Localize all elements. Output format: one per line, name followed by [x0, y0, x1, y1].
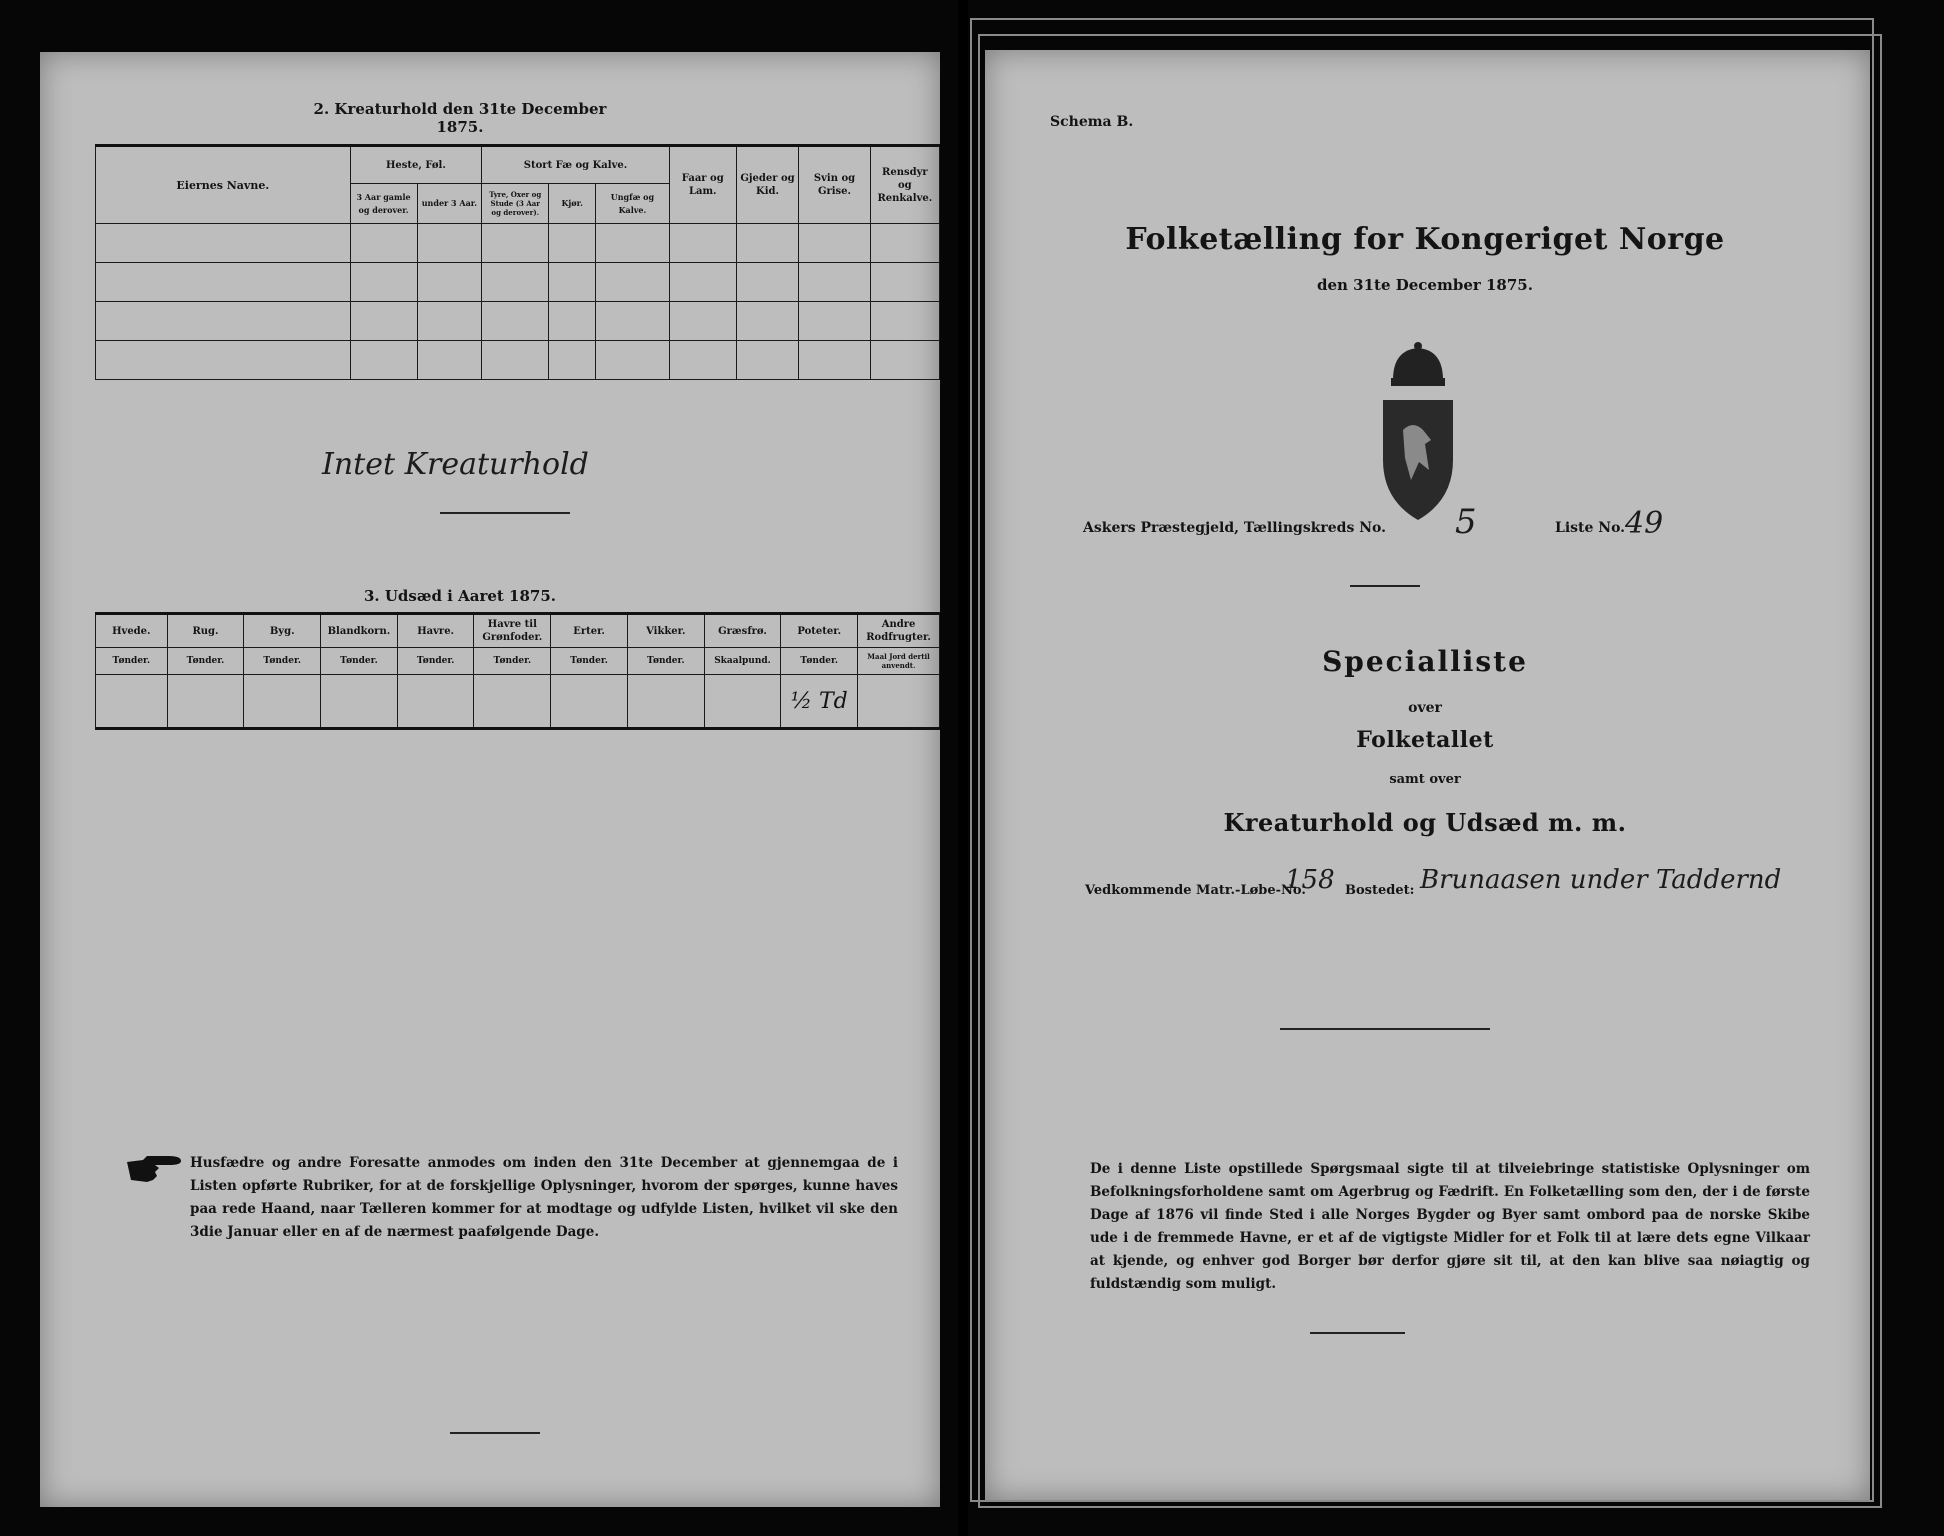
value-cell	[627, 675, 704, 729]
col-barley: Byg.	[244, 614, 321, 648]
divider	[440, 512, 570, 514]
col-reindeer: Rensdyr og Renkalve.	[870, 146, 939, 224]
table-row	[96, 263, 940, 302]
section2-title: 2. Kreaturhold den 31te December 1875.	[313, 100, 607, 136]
value-cell	[474, 675, 551, 729]
unit-cell: Skaalpund.	[704, 648, 781, 675]
col-group-horses: Heste, Føl.	[350, 146, 482, 184]
folketallet-heading: Folketallet	[1356, 727, 1494, 753]
binder-edge	[958, 0, 968, 1536]
unit-cell: Tønder.	[627, 648, 704, 675]
col-wheat: Hvede.	[96, 614, 168, 648]
section3-title: 3. Udsæd i Aaret 1875.	[363, 587, 557, 605]
kreaturhold-heading: Kreaturhold og Udsæd m. m.	[1223, 808, 1627, 837]
right-page	[985, 50, 1870, 1500]
schema-label: Schema B.	[1050, 114, 1134, 130]
value-cell	[858, 675, 940, 729]
value-cell	[397, 675, 474, 729]
unit-cell: Tønder.	[397, 648, 474, 675]
divider	[1310, 1332, 1405, 1334]
census-date: den 31te December 1875.	[1317, 276, 1533, 294]
col-group-cattle: Stort Fæ og Kalve.	[482, 146, 670, 184]
unit-cell: Tønder.	[474, 648, 551, 675]
col-goats: Gjeder og Kid.	[736, 146, 799, 224]
value-cell	[96, 675, 168, 729]
list-label: Liste No.	[1555, 520, 1626, 536]
col-owner-names: Eiernes Navne.	[96, 146, 351, 224]
col-cows: Kjør.	[549, 184, 596, 224]
divider	[1350, 585, 1420, 587]
seed-table	[95, 612, 940, 730]
col-sheep: Faar og Lam.	[669, 146, 736, 224]
col-horses-under3: under 3 Aar.	[417, 184, 482, 224]
bostedet-value: Brunaasen under Taddernd	[1420, 865, 1782, 895]
col-oats: Havre.	[397, 614, 474, 648]
samt-over-text: samt over	[1389, 772, 1461, 787]
specialliste-heading: Specialliste	[1322, 645, 1528, 678]
census-title: Folketælling for Kongeriget Norge	[1125, 222, 1725, 257]
table-row	[96, 224, 940, 263]
col-oats-green: Havre til Grønfoder.	[474, 614, 551, 648]
col-rye: Rug.	[167, 614, 244, 648]
livestock-table	[95, 144, 940, 380]
table-row	[96, 302, 940, 341]
unit-cell: Tønder.	[321, 648, 398, 675]
divider	[450, 1432, 540, 1434]
value-cell	[244, 675, 321, 729]
matr-number: 158	[1285, 865, 1335, 895]
unit-cell: Tønder.	[781, 648, 858, 675]
value-cell	[321, 675, 398, 729]
bostedet-label: Bostedet:	[1345, 883, 1415, 898]
col-young-cattle: Ungfæ og Kalve.	[596, 184, 670, 224]
matr-label: Vedkommende Matr.-Løbe-No.	[1085, 883, 1306, 898]
value-cell-potatoes: ½ Td	[781, 675, 858, 729]
unit-cell: Tønder.	[244, 648, 321, 675]
col-vetch: Vikker.	[627, 614, 704, 648]
col-bulls: Tyre, Oxer og Stude (3 Aar og derover).	[482, 184, 549, 224]
col-mixed-grain: Blandkorn.	[321, 614, 398, 648]
value-cell	[704, 675, 781, 729]
table-row	[96, 341, 940, 380]
col-pigs: Svin og Grise.	[799, 146, 870, 224]
district-label: Askers Præstegjeld, Tællingskreds No.	[1083, 520, 1386, 536]
col-horses-3yr: 3 Aar gamle og derover.	[350, 184, 417, 224]
col-potatoes: Poteter.	[781, 614, 858, 648]
district-number: 5	[1455, 502, 1477, 542]
left-page	[40, 52, 940, 1507]
col-peas: Erter.	[551, 614, 628, 648]
handwritten-no-livestock: Intet Kreaturhold	[322, 447, 589, 482]
col-grass-seed: Græsfrø.	[704, 614, 781, 648]
unit-cell: Tønder.	[551, 648, 628, 675]
notice-text: Husfædre og andre Foresatte anmodes om inden den 31te December at gjennemgaa de i Listen opførte Rubriker, for at de forskjellige Oplysninger, hvorom der spørges, kunne haves paa rede Haand, naar Tælleren kommer for at modtage og udfylde Listen, hvilket vil ske den 3die Januar eller en af de nærmest paafølgende Dage.	[190, 1155, 898, 1240]
divider	[1280, 1028, 1490, 1030]
intro-text: De i denne Liste opstillede Spørgsmaal sigte til at tilveiebringe statistiske Oplysninger om Befolkningsforholdene samt om Agerbrug og Fædrift. En Folketælling som den, der i de første Dage af 1876 vil finde Sted i alle Norges Bygder og Byer samt ombord paa de norske Skibe ude i de fremmede Havne, er et af de vigtigste Midler for et Folk til at lære dets egne Vilkaar at kjende, og enhver god Borger bør derfor gjøre sit til, at den kan blive saa nøiagtig og fuldstændig som muligt.	[1090, 1161, 1810, 1292]
norway-coat-of-arms-icon	[1373, 340, 1463, 530]
value-cell	[551, 675, 628, 729]
unit-cell: Tønder.	[167, 648, 244, 675]
col-root-crops: Andre Rodfrugter.	[858, 614, 940, 648]
unit-cell: Maal Jord dertil anvendt.	[858, 648, 940, 675]
unit-cell: Tønder.	[96, 648, 168, 675]
value-cell	[167, 675, 244, 729]
over-text: over	[1408, 700, 1442, 716]
list-number: 49	[1625, 506, 1664, 541]
pointing-hand-icon	[125, 1152, 185, 1186]
